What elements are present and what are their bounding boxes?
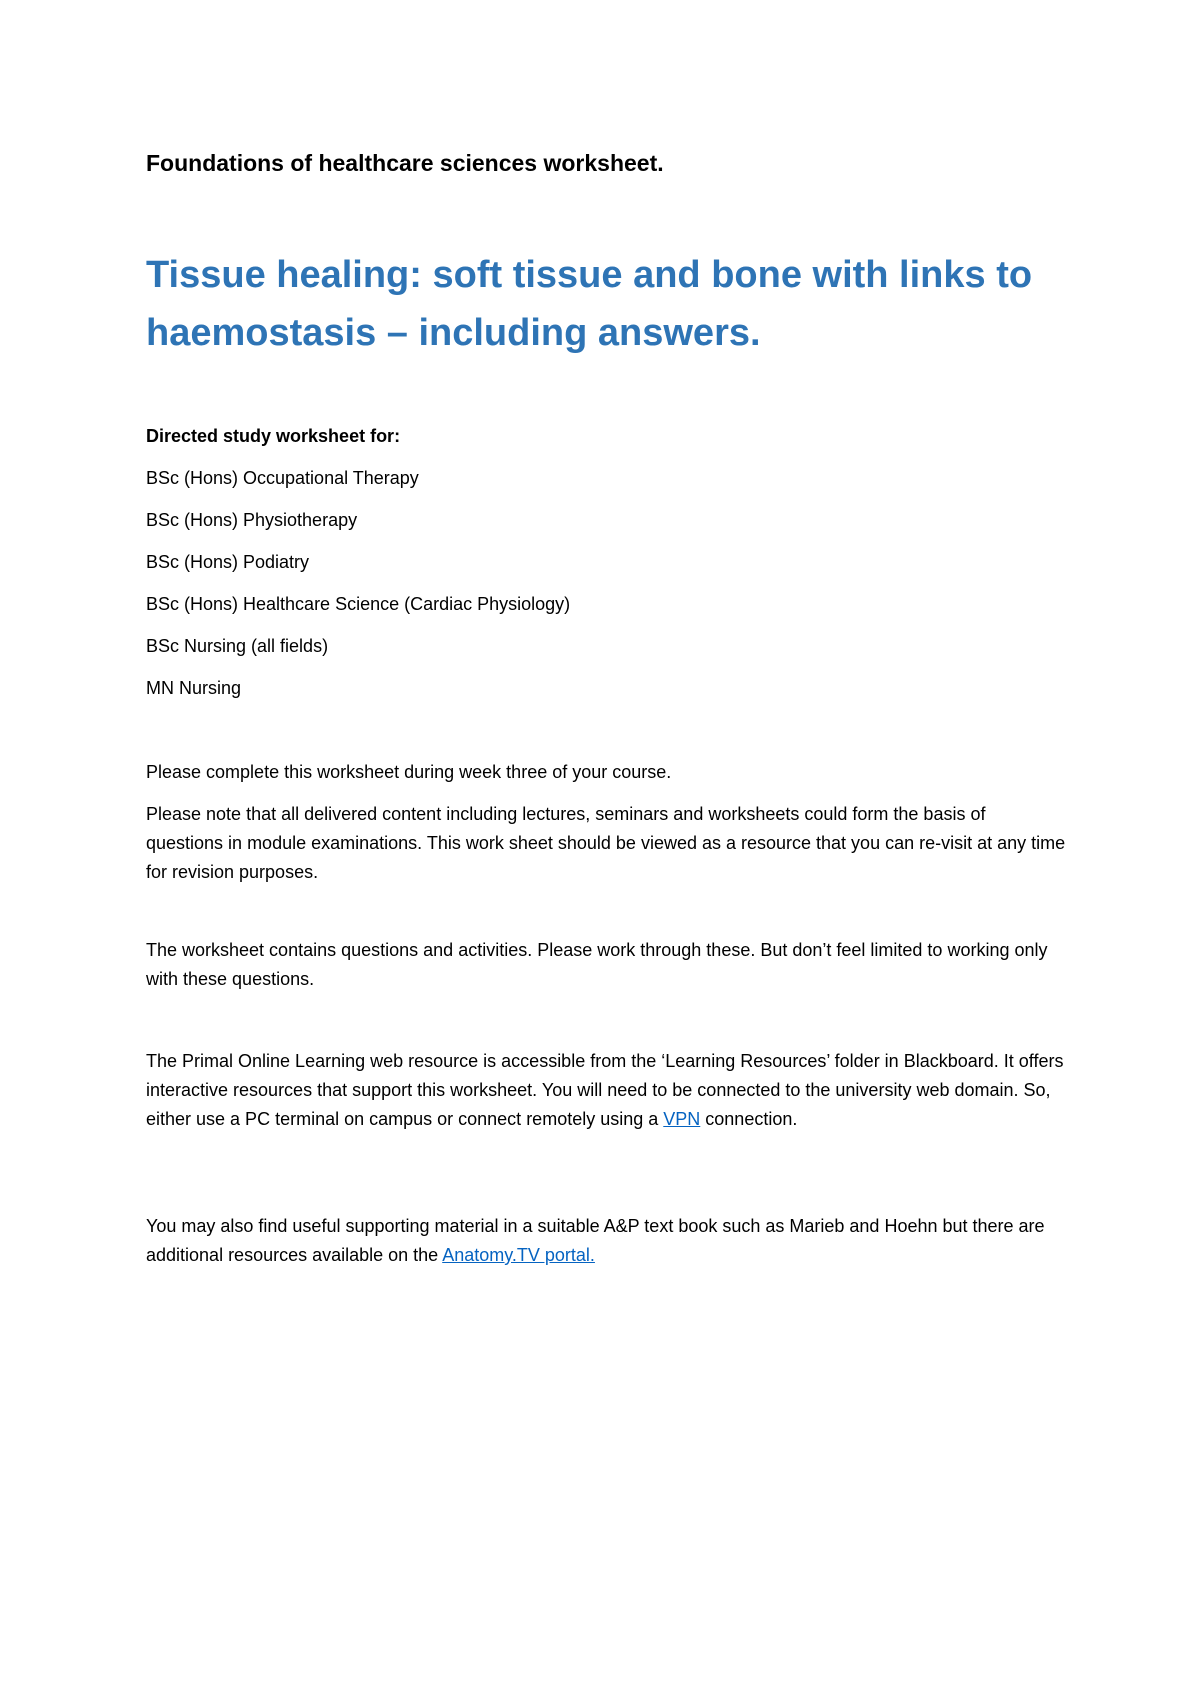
anatomy-tv-link[interactable]: Anatomy.TV portal. [442, 1245, 595, 1265]
programme-item: BSc (Hons) Occupational Therapy [146, 468, 419, 488]
programme-item: BSc Nursing (all fields) [146, 636, 329, 656]
vpn-link[interactable]: VPN [663, 1109, 701, 1129]
examination-note-paragraph: Please note that all delivered content including lectures, seminars and worksheets could form the basis of questions in module examinations. This work sheet should be viewed as a resource that you can re-visit at any time for revision purposes. [146, 804, 1066, 882]
course-title: Foundations of healthcare sciences worksheet. [146, 150, 664, 176]
directed-study-heading: Directed study worksheet for: [146, 426, 401, 446]
textbook-text: You may also find useful supporting material in a suitable A&P text book such as Marieb and Hoehn but there are additional resources available on the [146, 1216, 1045, 1265]
programme-item: BSc (Hons) Healthcare Science (Cardiac Physiology) [146, 594, 571, 614]
programme-item: BSc (Hons) Physiotherapy [146, 510, 358, 530]
worksheet-contents-paragraph: The worksheet contains questions and activities. Please work through these. But don’t feel limited to working only with these questions. [146, 940, 1048, 989]
programme-item: BSc (Hons) Podiatry [146, 552, 310, 572]
primal-text-end: connection. [700, 1109, 798, 1129]
primal-text: The Primal Online Learning web resource is accessible from the ‘Learning Resources’ folder in Blackboard. It offers interactive resources that support this worksheet. You will need to be connected to the university web domain. So, either use a PC terminal on campus or connect remotely using a [146, 1051, 1064, 1129]
worksheet-title: Tissue healing: soft tissue and bone with links to haemostasis – including answers. [146, 254, 1033, 354]
primal-resource-paragraph [146, 1047, 1066, 1134]
week-instruction-paragraph: Please complete this worksheet during week three of your course. [146, 762, 672, 782]
textbook-paragraph [146, 1212, 1066, 1270]
programme-item: MN Nursing [146, 678, 242, 698]
